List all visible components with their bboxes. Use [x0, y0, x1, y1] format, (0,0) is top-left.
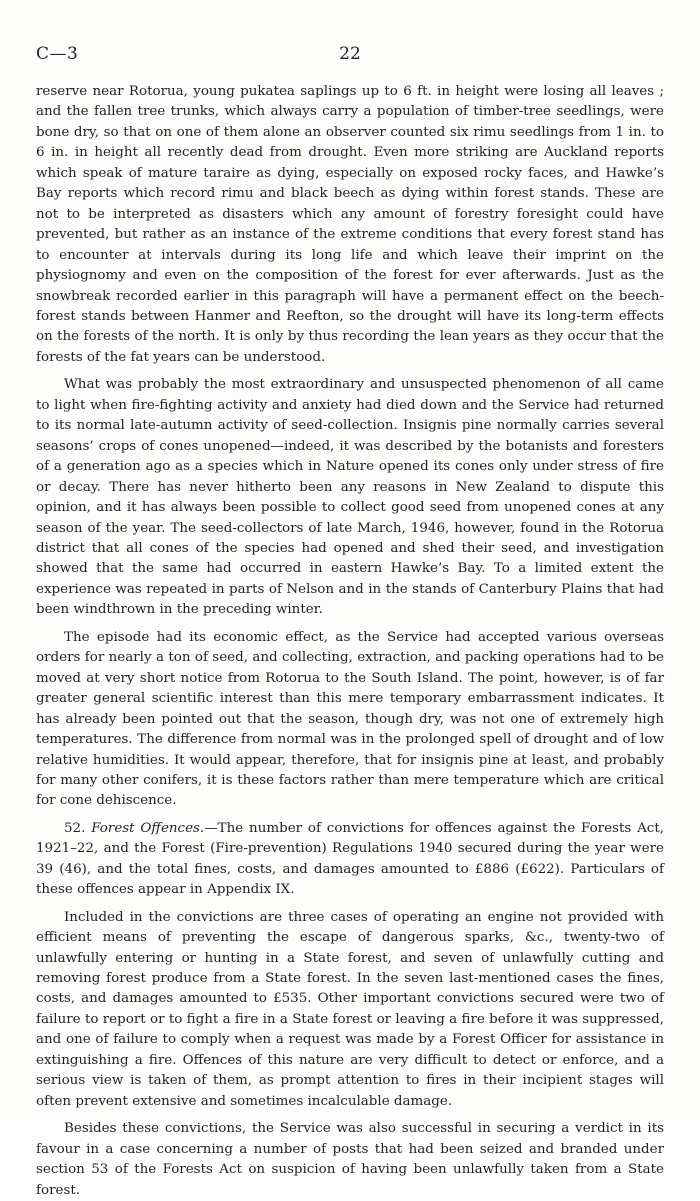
document-code: C—3 [36, 44, 79, 64]
page-header [36, 44, 664, 68]
paragraph-convictions: Included in the convictions are three cases of operating an engine not provided with efficient means of preventing the escape of dangerous sparks, &c., twenty-two of unlawfully entering or hunting in a State forest, and seven of unlawfully cutting and removing forest produce from a State forest. In the seven last-mentioned cases the fines, costs, and damages amounted to £535. Other important convictions secured were two of failure to report or to fight a fire in a State forest or leaving a fire before it was suppressed, and one of failure to comply when a request was made by a Forest Officer for assistance in extinguishing a fire. Offences of this nature are very difficult to detect or enforce, and a serious view is taken of them, as prompt attention to fires in their incipient stages will often prevent extensive and sometimes incalculable damage. [36, 909, 664, 1109]
paragraph-forest-offences: 52. Forest Offences.—The number of convictions for offences against the Forests Act, 1921–22, and the Forest (Fire-prevention) Regulations 1940 secured during the year were 39 (46), and the total fines, costs, and damages amounted to £886 (£622). Particulars of these offences appear in Appendix IX. [36, 820, 664, 898]
paragraph-verdict: Besides these convictions, the Service was also successful in securing a verdict in its favour in a case concerning a number of posts that had been seized and branded under section 53 of the Forests Act on suspicion of having been unlawfully taken from a State forest. [36, 1121, 664, 1198]
section-heading: Forest Offences. [91, 820, 205, 836]
body-text [36, 82, 664, 1201]
paragraph-economic-effect: The episode had its economic effect, as the Service had accepted various overseas orders for nearly a ton of seed, and collecting, extraction, and packing operations had to be moved at very short notice from Rotorua to the South Island. The point, however, is of far greater general scientific interest than this mere temporary embarrassment indicates. It has already been pointed out that the season, though dry, was not one of extremely high temperatures. The difference from normal was in the prolonged spell of drought and of low relative humidities. It would appear, therefore, that for insignis pine at least, and probably for many other conifers, it is these factors rather than mere temperature which are critical for cone dehiscence. [36, 629, 664, 809]
page-number: 22 [339, 44, 361, 64]
section-text: The number of convictions for offences against the Forests Act, 1921–22, and the Forest (Fire-prevention) Regulations 1940 secured during the year were 39 (46), and the total fines, costs, and damages amounted to £886 (£622). Particulars of these offences appear in Appendix IX. [36, 820, 664, 898]
paragraph-drought-effects: reserve near Rotorua, young pukatea saplings up to 6 ft. in height were losing all leaves ; and the fallen tree trunks, which always carry a population of timber-tree seedlings, were bone dry, so that on one of them alone an observer counted six rimu seedlings from 1 in. to 6 in. in height all recently dead from drought. Even more striking are Auckland reports which speak of mature taraire as dying, especially on exposed rocky faces, and Hawke’s Bay reports which record rimu and black beech as dying within forest stands. These are not to be interpreted as disasters which any amount of forestry foresight could have prevented, but rather as an instance of the extreme conditions that every forest stand has to encounter at intervals during its long life and which leave their imprint on the physiognomy and even on the composition of the forest for ever afterwards. Just as the snowbreak recorded earlier in this paragraph will have a permanent effect on the beech-forest stands between Hanmer and Reefton, so the drought will have its long-term effects on the forests of the north. It is only by thus recording the lean years as they occur that the forests of the fat years can be understood. [36, 84, 664, 365]
section-number: 52. [64, 820, 86, 836]
paragraph-insignis-cones: What was probably the most extraordinary and unsuspected phenomenon of all came to light when fire-fighting activity and anxiety had died down and the Service had returned to its normal late-autumn activity of seed-collection. Insignis pine normally carries several seasons’ crops of cones unopened—indeed, it was described by the botanists and foresters of a generation ago as a species which in Nature opened its cones only under stress of fire or decay. There has never hitherto been any reasons in New Zealand to dispute this opinion, and it has always been possible to collect good seed from unopened cones at any season of the year. The seed-collectors of late March, 1946, however, found in the Rotorua district that all cones of the species had opened and shed their seed, and investigation showed that the same had occurred in eastern Hawke’s Bay. To a limited extent the experience was repeated in parts of Nelson and in the stands of Canterbury Plains that had been windthrown in the preceding winter. [36, 377, 664, 618]
